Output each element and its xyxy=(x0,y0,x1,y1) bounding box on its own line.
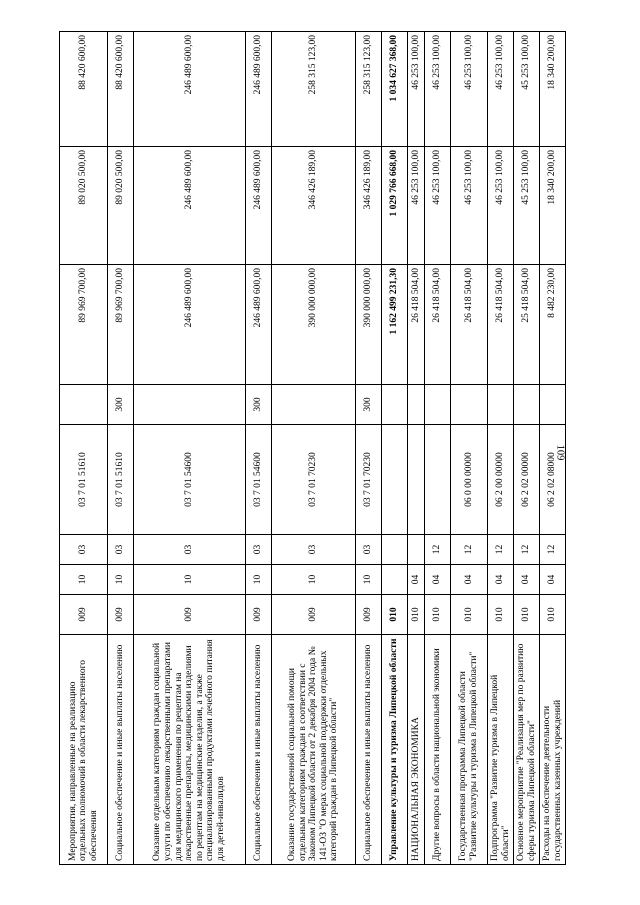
admin-code-cell: 010 xyxy=(540,595,566,635)
amount-year3-cell: 88 420 600,00 xyxy=(108,32,134,147)
table-row xyxy=(134,32,246,865)
amount-year3-cell: 88 420 600,00 xyxy=(60,32,108,147)
section-code-cell: 04 xyxy=(514,565,540,595)
section-code-cell: 10 xyxy=(246,565,272,595)
subsection-code-cell: 12 xyxy=(540,535,566,565)
target-code-cell xyxy=(408,425,425,535)
amount-year1-cell: 26 418 504,00 xyxy=(488,265,514,385)
amount-year2-cell: 89 020 500,00 xyxy=(108,147,134,265)
target-code-cell: 06 2 02 00000 xyxy=(514,425,540,535)
table-row xyxy=(246,32,272,865)
amount-year1-cell: 89 969 700,00 xyxy=(108,265,134,385)
expense-name-cell: Оказание государственной социальной помощи отдельным категориям граждан в соответствии с Законом Липецкой области от 2 декабря 2004 года № 141-ОЗ "О мерах социальной поддержки отдельных категорий граждан в Липецкой области" xyxy=(272,635,356,865)
admin-code-cell: 009 xyxy=(134,595,246,635)
target-code-cell xyxy=(382,425,408,535)
table-row xyxy=(514,32,540,865)
admin-code-cell: 010 xyxy=(408,595,425,635)
target-code-cell: 03 7 01 54600 xyxy=(134,425,246,535)
expense-name-cell: Оказание отдельным категориям граждан социальной услуги по обеспечению лекарственными препаратами для медицинского применения по рецептам на лекарственные препараты, медицинскими изделиями по рецептам на медицинские изделия, а также специализированными продуктами лечебного питания для детей-инвалидов xyxy=(134,635,246,865)
amount-year1-cell: 246 489 600,00 xyxy=(246,265,272,385)
amount-year2-cell: 46 253 100,00 xyxy=(488,147,514,265)
amount-year1-cell: 25 418 504,00 xyxy=(514,265,540,385)
expense-kind-cell xyxy=(134,385,246,425)
admin-code-cell: 010 xyxy=(425,595,451,635)
amount-year3-cell: 46 253 100,00 xyxy=(408,32,425,147)
amount-year2-cell: 46 253 100,00 xyxy=(451,147,488,265)
amount-year3-cell: 46 253 100,00 xyxy=(425,32,451,147)
amount-year2-cell: 346 426 189,00 xyxy=(272,147,356,265)
subsection-code-cell: 12 xyxy=(514,535,540,565)
budget-table xyxy=(59,31,566,865)
amount-year3-cell: 258 315 123,00 xyxy=(356,32,382,147)
admin-code-cell: 009 xyxy=(60,595,108,635)
table-row xyxy=(356,32,382,865)
expense-name-cell: Подпрограмма "Развитие туризма в Липецкой области" xyxy=(488,635,514,865)
table-body xyxy=(60,32,566,865)
amount-year2-cell: 46 253 100,00 xyxy=(408,147,425,265)
amount-year3-cell: 46 253 100,00 xyxy=(451,32,488,147)
page-number: 109 xyxy=(554,444,566,461)
section-code-cell: 04 xyxy=(540,565,566,595)
expense-kind-cell xyxy=(60,385,108,425)
subsection-code-cell: 03 xyxy=(356,535,382,565)
target-code-cell: 03 7 01 51610 xyxy=(108,425,134,535)
section-code-cell: 04 xyxy=(451,565,488,595)
table-row xyxy=(408,32,425,865)
expense-name-cell: Расходы на обеспечение деятельности государственных казенных учреждений xyxy=(540,635,566,865)
table-row xyxy=(60,32,108,865)
admin-code-cell: 009 xyxy=(356,595,382,635)
section-code-cell: 10 xyxy=(272,565,356,595)
amount-year2-cell: 89 020 500,00 xyxy=(60,147,108,265)
expense-kind-cell xyxy=(382,385,408,425)
section-code-cell: 04 xyxy=(425,565,451,595)
expense-name-cell: Социальное обеспечение и иные выплаты населению xyxy=(356,635,382,865)
subsection-code-cell: 12 xyxy=(425,535,451,565)
expense-kind-cell: 300 xyxy=(246,385,272,425)
amount-year3-cell: 45 253 100,00 xyxy=(514,32,540,147)
subsection-code-cell: 03 xyxy=(272,535,356,565)
target-code-cell: 03 7 01 70230 xyxy=(356,425,382,535)
target-code-cell: 06 2 02 08000 xyxy=(540,425,566,535)
expense-name-cell: Управление культуры и туризма Липецкой области xyxy=(382,635,408,865)
expense-kind-cell xyxy=(425,385,451,425)
admin-code-cell: 009 xyxy=(108,595,134,635)
target-code-cell: 03 7 01 70230 xyxy=(272,425,356,535)
amount-year2-cell: 45 253 100,00 xyxy=(514,147,540,265)
expense-name-cell: Мероприятия, направленные на реализацию отдельных полномочий в области лекарственного обеспечения xyxy=(60,635,108,865)
amount-year3-cell: 46 253 100,00 xyxy=(488,32,514,147)
expense-name-cell: Социальное обеспечение и иные выплаты населению xyxy=(246,635,272,865)
admin-code-cell: 009 xyxy=(246,595,272,635)
table-row xyxy=(451,32,488,865)
admin-code-cell: 010 xyxy=(451,595,488,635)
amount-year1-cell: 26 418 504,00 xyxy=(451,265,488,385)
table-row xyxy=(540,32,566,865)
expense-name-cell: Основное мероприятие "Реализация мер по развитию сферы туризма Липецкой области" xyxy=(514,635,540,865)
target-code-cell: 06 0 00 00000 xyxy=(451,425,488,535)
amount-year3-cell: 246 489 600,00 xyxy=(246,32,272,147)
target-code-cell: 03 7 01 54600 xyxy=(246,425,272,535)
admin-code-cell: 010 xyxy=(382,595,408,635)
amount-year1-cell: 26 418 504,00 xyxy=(425,265,451,385)
table-row xyxy=(382,32,408,865)
section-code-cell: 10 xyxy=(108,565,134,595)
amount-year3-cell: 246 489 600,00 xyxy=(134,32,246,147)
amount-year2-cell: 246 489 600,00 xyxy=(246,147,272,265)
expense-kind-cell xyxy=(540,385,566,425)
section-code-cell: 10 xyxy=(60,565,108,595)
section-code-cell: 10 xyxy=(134,565,246,595)
expense-name-cell: Государственная программа Липецкой области "Развитие культуры и туризма в Липецкой области" xyxy=(451,635,488,865)
amount-year1-cell: 1 162 499 231,30 xyxy=(382,265,408,385)
target-code-cell: 06 2 00 00000 xyxy=(488,425,514,535)
target-code-cell xyxy=(425,425,451,535)
section-code-cell xyxy=(382,565,408,595)
amount-year1-cell: 8 482 230,00 xyxy=(540,265,566,385)
amount-year3-cell: 258 315 123,00 xyxy=(272,32,356,147)
amount-year2-cell: 346 426 189,00 xyxy=(356,147,382,265)
admin-code-cell: 010 xyxy=(514,595,540,635)
subsection-code-cell: 03 xyxy=(246,535,272,565)
table-row xyxy=(108,32,134,865)
table-row xyxy=(272,32,356,865)
expense-kind-cell: 300 xyxy=(108,385,134,425)
subsection-code-cell xyxy=(382,535,408,565)
expense-name-cell: Другие вопросы в области национальной экономики xyxy=(425,635,451,865)
expense-kind-cell xyxy=(408,385,425,425)
amount-year3-cell: 18 340 200,00 xyxy=(540,32,566,147)
expense-name-cell: Социальное обеспечение и иные выплаты населению xyxy=(108,635,134,865)
expense-kind-cell xyxy=(488,385,514,425)
subsection-code-cell: 12 xyxy=(451,535,488,565)
expense-name-cell: НАЦИОНАЛЬНАЯ ЭКОНОМИКА xyxy=(408,635,425,865)
admin-code-cell: 009 xyxy=(272,595,356,635)
admin-code-cell: 010 xyxy=(488,595,514,635)
subsection-code-cell: 12 xyxy=(488,535,514,565)
amount-year1-cell: 89 969 700,00 xyxy=(60,265,108,385)
section-code-cell: 04 xyxy=(488,565,514,595)
amount-year1-cell: 246 489 600,00 xyxy=(134,265,246,385)
amount-year2-cell: 1 029 766 668,00 xyxy=(382,147,408,265)
amount-year2-cell: 246 489 600,00 xyxy=(134,147,246,265)
expense-kind-cell: 300 xyxy=(356,385,382,425)
subsection-code-cell: 03 xyxy=(60,535,108,565)
amount-year2-cell: 46 253 100,00 xyxy=(425,147,451,265)
amount-year1-cell: 390 000 000,00 xyxy=(356,265,382,385)
subsection-code-cell: 03 xyxy=(134,535,246,565)
expense-kind-cell xyxy=(272,385,356,425)
amount-year1-cell: 26 418 504,00 xyxy=(408,265,425,385)
expense-kind-cell xyxy=(514,385,540,425)
amount-year1-cell: 390 000 000,00 xyxy=(272,265,356,385)
amount-year3-cell: 1 034 627 368,00 xyxy=(382,32,408,147)
subsection-code-cell: 03 xyxy=(108,535,134,565)
amount-year2-cell: 18 340 200,00 xyxy=(540,147,566,265)
target-code-cell: 03 7 01 51610 xyxy=(60,425,108,535)
section-code-cell: 04 xyxy=(408,565,425,595)
table-row xyxy=(425,32,451,865)
subsection-code-cell xyxy=(408,535,425,565)
expense-kind-cell xyxy=(451,385,488,425)
section-code-cell: 10 xyxy=(356,565,382,595)
table-row xyxy=(488,32,514,865)
